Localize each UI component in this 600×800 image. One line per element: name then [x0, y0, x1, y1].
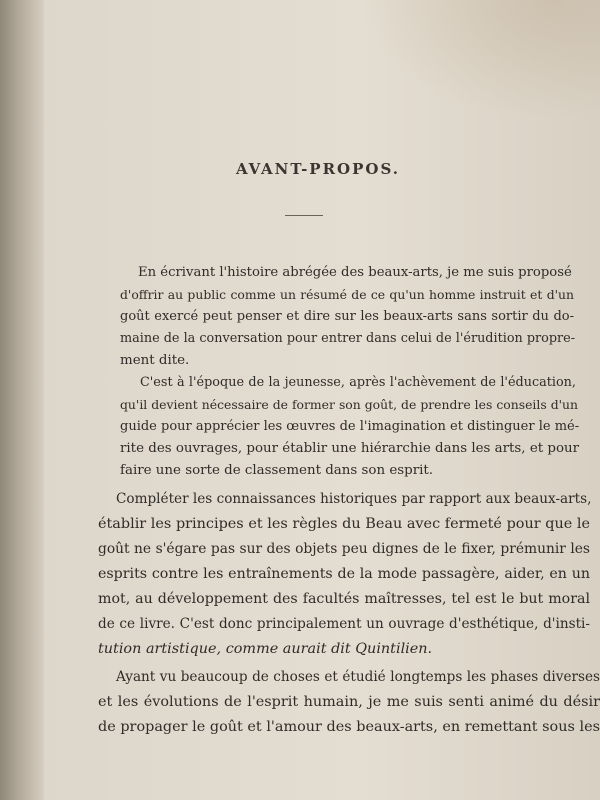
title-rule: [285, 215, 323, 216]
book-page: [38, 0, 600, 800]
text-line: de ce livre. C'est donc principalement un ouvrage d'esthétique, d'insti-: [98, 616, 590, 632]
text-line: ment dite.: [120, 353, 190, 368]
text-line: tution artistique, comme aurait dit Quintilien.: [98, 641, 433, 657]
text-line: faire une sorte de classement dans son esprit.: [120, 463, 434, 478]
page-title: AVANT-PROPOS.: [236, 160, 400, 178]
text-line: mot, au développement des facultés maîtresses, tel est le but moral: [98, 591, 590, 607]
text-line: goût exercé peut penser et dire sur les beaux-arts sans sortir du do-: [120, 309, 574, 324]
text-line: rite des ouvrages, pour établir une hiérarchie dans les arts, et pour: [120, 441, 580, 456]
text-line: C'est à l'époque de la jeunesse, après l'achèvement de l'éducation,: [140, 375, 576, 390]
text-line: de propager le goût et l'amour des beaux-arts, en remettant sous les: [98, 719, 600, 735]
text-line: Compléter les connaissances historiques par rapport aux beaux-arts,: [116, 491, 592, 507]
text-line: maine de la conversation pour entrer dans celui de l'érudition propre-: [120, 331, 576, 346]
text-line: et les évolutions de l'esprit humain, je me suis senti animé du désir: [98, 694, 600, 710]
text-line: qu'il devient nécessaire de former son goût, de prendre les conseils d'un: [120, 397, 578, 412]
text-line: En écrivant l'histoire abrégée des beaux-arts, je me suis proposé: [138, 265, 572, 280]
text-line: guide pour apprécier les œuvres de l'imagination et distinguer le mé-: [120, 419, 580, 434]
text-line: Ayant vu beaucoup de choses et étudié longtemps les phases diverses: [116, 669, 600, 685]
text-line: esprits contre les entraînements de la mode passagère, aider, en un: [98, 566, 590, 582]
text-line: établir les principes et les règles du Beau avec fermeté pour que le: [98, 516, 590, 532]
text-line: d'offrir au public comme un résumé de ce qu'un homme instruit et d'un: [120, 287, 574, 302]
text-line: goût ne s'égare pas sur des objets peu dignes de le fixer, prémunir les: [98, 541, 590, 557]
